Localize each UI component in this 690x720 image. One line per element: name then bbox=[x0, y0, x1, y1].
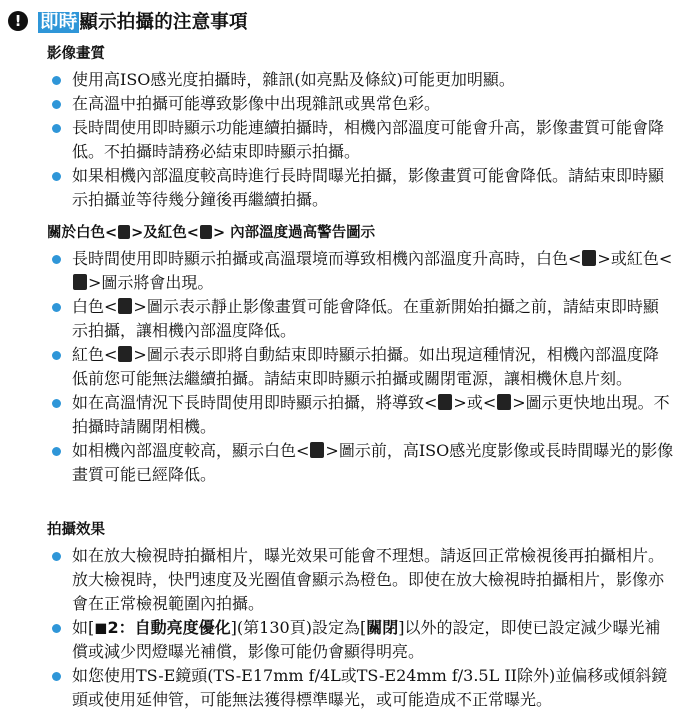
title-row bbox=[8, 6, 248, 36]
bullet-icon bbox=[52, 672, 61, 681]
list-item: 如相機內部溫度較高，顯示白色< >圖示前，高ISO感光度影像或長時間曝光的影像畫質可能已經降低。 bbox=[0, 439, 690, 487]
thermometer-icon bbox=[310, 442, 324, 458]
list-item: 如您使用TS-E鏡頭(TS-E17mm f/4L或TS-E24mm f/3.5L II除外)並偏移或傾斜鏡頭或使用延伸管，可能無法獲得標準曝光，或可能造成不正常曝光。 bbox=[0, 664, 690, 712]
section-shooting-effects bbox=[0, 520, 690, 712]
bullet-icon bbox=[52, 100, 61, 109]
section-temperature-warning bbox=[0, 223, 690, 487]
list-item: 在高溫中拍攝可能導致影像中出現雜訊或異常色彩。 bbox=[0, 92, 690, 116]
bullet-icon bbox=[52, 552, 61, 561]
list-item: 使用高ISO感光度拍攝時，雜訊(如亮點及條紋)可能更加明顯。 bbox=[0, 68, 690, 92]
thermometer-icon bbox=[118, 298, 132, 314]
thermometer-icon bbox=[582, 250, 596, 266]
thermometer-icon bbox=[438, 394, 452, 410]
list-item: 紅色< >圖示表示即將自動結束即時顯示拍攝。如出現這種情況，相機內部溫度降低前您可能無法繼續拍攝。請結束即時顯示拍攝或關閉電源，讓相機休息片刻。 bbox=[0, 343, 690, 391]
bullet-icon bbox=[52, 76, 61, 85]
title-highlight: 即時 bbox=[40, 12, 78, 33]
section-image-quality bbox=[0, 44, 690, 212]
list-item: 如在高溫情況下長時間使用即時顯示拍攝，將導致< >或< >圖示更快地出現。不拍攝時請關閉相機。 bbox=[0, 391, 690, 439]
thermometer-icon bbox=[118, 346, 132, 362]
section-heading: 關於白色< >及紅色< > 內部溫度過高警告圖示 bbox=[47, 225, 376, 241]
thermometer-icon bbox=[200, 225, 212, 239]
list-item: 白色< >圖示表示靜止影像畫質可能會降低。在重新開始拍攝之前，請結束即時顯示拍攝，讓相機內部溫度降低。 bbox=[0, 295, 690, 343]
title-rest: 顯示拍攝的注意事項 bbox=[79, 12, 248, 33]
list-item: 如[◼2：自動亮度優化](第130頁)設定為[關閉]以外的設定，即使已設定減少曝光補償或減少閃燈曝光補償，影像可能仍會顯得明亮。 bbox=[0, 616, 690, 664]
thermometer-icon bbox=[497, 394, 511, 410]
bullet-icon bbox=[52, 351, 61, 360]
list-item: 長時間使用即時顯示功能連續拍攝時，相機內部溫度可能會升高，影像畫質可能會降低。不拍攝時請務必結束即時顯示拍攝。 bbox=[0, 116, 690, 164]
thermometer-icon bbox=[73, 274, 87, 290]
bullet-icon bbox=[52, 172, 61, 181]
bullet-icon bbox=[52, 399, 61, 408]
bullet-icon bbox=[52, 255, 61, 264]
page-title bbox=[38, 8, 248, 34]
list-item: 如果相機內部溫度較高時進行長時間曝光拍攝，影像畫質可能會降低。請結束即時顯示拍攝並等待幾分鐘後再繼續拍攝。 bbox=[0, 164, 690, 212]
thermometer-icon bbox=[118, 225, 130, 239]
bullet-icon bbox=[52, 303, 61, 312]
list-item: 長時間使用即時顯示拍攝或高溫環境而導致相機內部溫度升高時，白色< >或紅色<>圖示將會出現。 bbox=[0, 247, 690, 295]
bullet-icon bbox=[52, 447, 61, 456]
section-heading: 拍攝效果 bbox=[47, 522, 105, 538]
bullet-icon bbox=[52, 624, 61, 633]
list-item: 如在放大檢視時拍攝相片，曝光效果可能會不理想。請返回正常檢視後再拍攝相片。放大檢視時，快門速度及光圈值會顯示為橙色。即使在放大檢視時拍攝相片，影像亦會在正常檢視範圍內拍攝。 bbox=[0, 544, 690, 616]
section-heading: 影像畫質 bbox=[47, 46, 105, 62]
bullet-icon bbox=[52, 124, 61, 133]
camera-icon: ◼ bbox=[94, 618, 108, 637]
warning-icon: ! bbox=[8, 11, 28, 31]
